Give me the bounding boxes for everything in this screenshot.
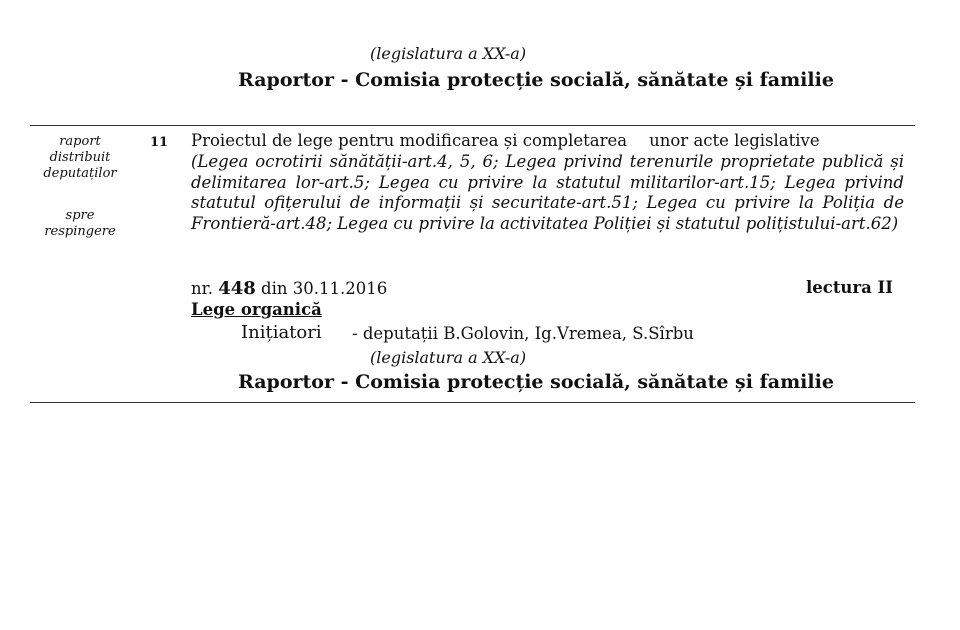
status-line: raport — [59, 134, 101, 149]
amended-laws-list: (Legea ocrotirii sănătății-art.4, 5, 6; Legea privind terenurile proprietate publică și delimitarea lor-art.5; Legea cu privire la statutul militarilor-art.15; Legea privind statutul ofițerului de informații și securitate-art.51; Legea cu privire la Poliția de Frontieră-art.48; Legea cu privire la activitatea Poliției și statutul polițistului-art.62) — [191, 152, 904, 233]
status-line: deputaților — [43, 166, 117, 181]
previous-legislature-note: (legislatura a XX-a) — [370, 44, 527, 63]
status-line: distribuit — [49, 150, 111, 165]
legislature-note: (legislatura a XX-a) — [370, 348, 527, 367]
law-type: Lege organică — [191, 300, 322, 319]
recommendation-line: respingere — [44, 224, 116, 239]
bill-title-part1: Proiectul de lege pentru modificarea și completarea — [191, 131, 628, 150]
status-note — [30, 134, 130, 182]
previous-rapporteur: Raportor - Comisia protecție socială, sănătate și familie — [238, 69, 834, 91]
registration-date: din 30.11.2016 — [261, 279, 388, 298]
divider-top — [30, 125, 915, 126]
initiators-list: - deputații B.Golovin, Ig.Vremea, S.Sîrbu — [352, 324, 694, 343]
reading-stage: lectura II — [806, 278, 893, 297]
rapporteur: Raportor - Comisia protecție socială, sănătate și familie — [238, 371, 834, 393]
recommendation-note — [30, 208, 130, 240]
entry-number: 11 — [150, 135, 169, 150]
registration-line — [191, 278, 387, 299]
registration-number: 448 — [218, 278, 256, 299]
bill-title — [191, 131, 904, 152]
divider-bottom — [30, 402, 915, 403]
initiators-label: Inițiatori — [241, 322, 322, 343]
nr-prefix: nr. — [191, 279, 213, 298]
recommendation-line: spre — [65, 208, 95, 223]
bill-title-part2: unor acte legislative — [649, 131, 820, 150]
